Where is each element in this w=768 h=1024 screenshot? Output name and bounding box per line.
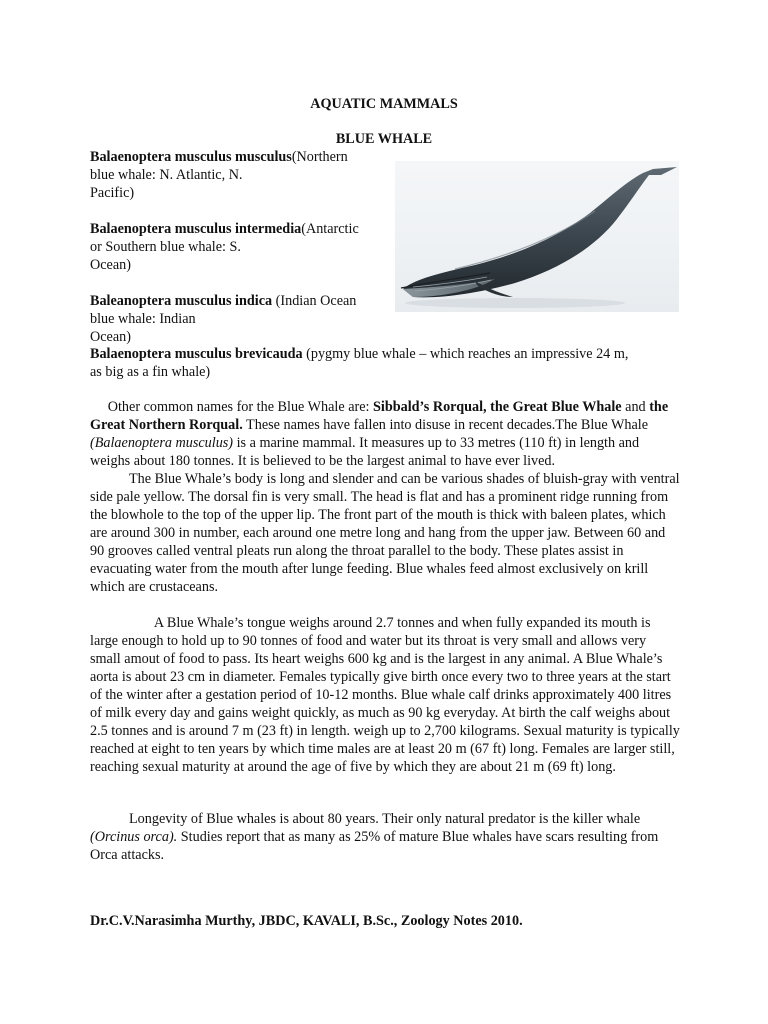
paragraph-longevity xyxy=(90,810,680,864)
species-desc: (Antarctic xyxy=(301,221,359,237)
blue-whale-image xyxy=(395,161,679,312)
paragraph-biology xyxy=(90,614,680,776)
species-desc: (Indian Ocean xyxy=(272,293,357,309)
species-desc: blue whale: Indian xyxy=(90,311,196,327)
paragraph-common-names xyxy=(90,398,680,596)
species-entry xyxy=(90,345,690,381)
species-entry xyxy=(90,220,390,274)
species-name: Balaenoptera musculus intermedia xyxy=(90,221,302,237)
species-entry xyxy=(90,292,390,346)
author-footer: Dr.C.V.Narasimha Murthy, JBDC, KAVALI, B.Sc., Zoology Notes 2010. xyxy=(90,913,523,929)
species-desc: (Northern xyxy=(291,149,348,165)
species-desc: Ocean) xyxy=(90,257,131,273)
species-list xyxy=(90,148,390,346)
species-desc: Pacific) xyxy=(90,185,135,201)
scientific-name: (Orcinus orca). xyxy=(90,829,178,845)
species-name: Balaenoptera musculus musculus xyxy=(90,149,292,165)
text-span: and xyxy=(625,399,650,415)
document-subtitle: BLUE WHALE xyxy=(335,131,433,147)
text-span: Longevity of Blue whales is about 80 years. Their only natural predator is the killer whale xyxy=(129,811,641,827)
species-name: Balaenoptera musculus brevicauda xyxy=(90,346,303,362)
species-desc: as big as a fin whale) xyxy=(90,364,211,380)
text-span: Other common names for the Blue Whale are: xyxy=(107,399,374,415)
species-desc: Ocean) xyxy=(90,329,131,345)
species-desc: or Southern blue whale: S. xyxy=(90,239,241,255)
text-span: These names have fallen into disuse in recent decades.The Blue Whale xyxy=(242,417,649,433)
species-desc: blue whale: N. Atlantic, N. xyxy=(90,167,243,183)
text-span: A Blue Whale’s tongue weighs around 2.7 tonnes and when fully expanded its mouth is large enough to hold up to 90 tonnes of food and water but its throat is very small and allows very small amout of food to pass. Its heart weighs 600 kg and is the largest in any animal. A Blue Whale’s aorta is about 23 cm in diameter. Females typically give birth once every two to three years at the start of the winter after a gestation period of 10-12 months. Blue whale calf drinks approximately 400 litres of milk every day and gains weight quickly, as much as 90 kg everyday. At birth the calf weighs about 2.5 tonnes and is around 7 m (23 ft) in length. weigh up to 2,700 kilograms. Sexual maturity is typically reached at eight to ten years by which time males are at least 20 m (67 ft) long. Females are larger still, reaching sexual maturity at around the age of five by which they are about 21 m (69 ft) long. xyxy=(90,615,680,775)
species-desc: (pygmy blue whale – which reaches an impressive 24 m, xyxy=(302,346,629,362)
body-description: The Blue Whale’s body is long and slender and can be various shades of bluish-gray with ventral side pale yellow. The dorsal fin is very small. The head is flat and has a prominent ridge running from the blowhole to the top of the upper lip. The front part of the mouth is thick with baleen plates, which are around 300 in number, each around one metre long and hang from the upper jaw. Between 60 and 90 grooves called ventral pleats run along the throat parallel to the body. These plates assist in evacuating water from the mouth after lunge feeding. Blue whales feed almost exclusively on krill which are crustaceans. xyxy=(90,471,680,595)
text-span: is a marine mammal. It measures up to 33 metres (110 ft) in length and weighs about 180 tonnes. It is believed to be the largest animal to have ever lived. xyxy=(90,435,640,469)
common-names-bold: the Great Northern Rorqual. xyxy=(90,399,669,433)
text-span: Studies report that as many as 25% of mature Blue whales have scars resulting from Orca attacks. xyxy=(90,829,659,863)
blue-whale-illustration-icon xyxy=(395,161,679,312)
species-name: Baleanoptera musculus indica xyxy=(90,293,273,309)
species-entry xyxy=(90,148,390,202)
common-names-bold: Sibbald’s Rorqual, the Great Blue Whale xyxy=(373,399,622,415)
document-title: AQUATIC MAMMALS xyxy=(310,96,458,112)
scientific-name: (Balaenoptera musculus) xyxy=(90,435,234,451)
